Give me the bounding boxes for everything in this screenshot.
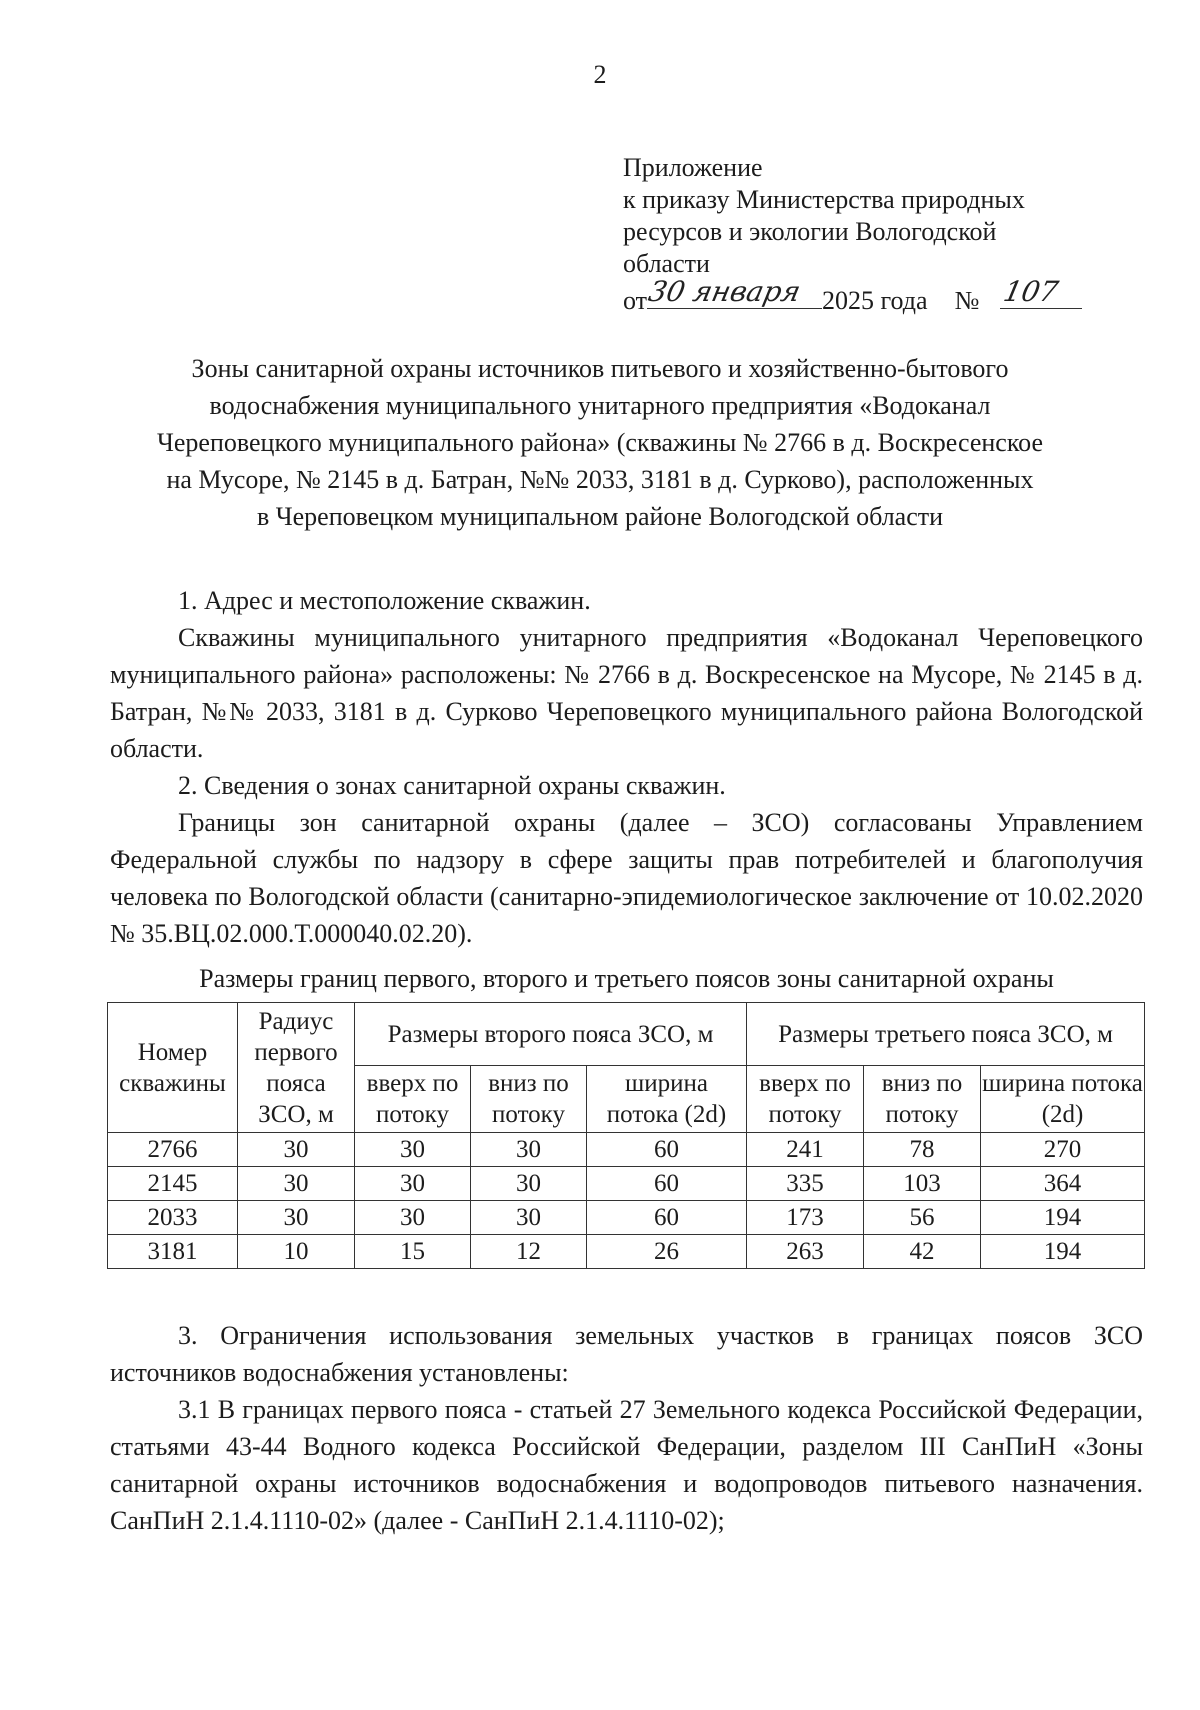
table-cell: 194: [981, 1201, 1145, 1235]
title-line: Череповецкого муниципального района» (скважины № 2766 в д. Воскресенское: [156, 428, 1043, 457]
table-cell: 10: [238, 1235, 355, 1269]
section-3: [110, 1317, 1143, 1539]
section-2-text: Границы зон санитарной охраны (далее – ЗСО) согласованы Управлением Федеральной службы по надзору в сфере защиты прав потребителей и благополучия человека по Вологодской области (санитарно-эпидемиологическое заключение от 10.02.2020 № 35.ВЦ.02.000.Т.000040.02.20).: [110, 808, 1143, 948]
header-downstream: вниз по потоку: [864, 1066, 981, 1133]
table-cell: 42: [864, 1235, 981, 1269]
number-sign: №: [954, 286, 980, 315]
table-cell: 15: [355, 1235, 471, 1269]
handwritten-number-field: [1000, 275, 1082, 309]
table-cell: 12: [471, 1235, 587, 1269]
header-third-belt: Размеры третьего пояса ЗСО, м: [747, 1003, 1145, 1066]
header-upstream: вверх по потоку: [355, 1066, 471, 1133]
header-second-belt: Размеры второго пояса ЗСО, м: [355, 1003, 747, 1066]
header-flow-width: ширина потока (2d): [587, 1066, 747, 1133]
table-cell: 60: [587, 1133, 747, 1167]
table-cell: 30: [471, 1201, 587, 1235]
header-downstream: вниз по потоку: [471, 1066, 587, 1133]
title-line: в Череповецком муниципальном районе Вологодской области: [256, 502, 944, 531]
table-cell: 3181: [108, 1235, 238, 1269]
table-cell: 270: [981, 1133, 1145, 1167]
table-cell: 30: [238, 1133, 355, 1167]
document-title: [120, 350, 1080, 535]
date-prefix: от: [623, 286, 648, 315]
table-row: [108, 1235, 1145, 1269]
title-line: Зоны санитарной охраны источников питьевого и хозяйственно-бытового: [191, 354, 1009, 383]
title-line: водоснабжения муниципального унитарного предприятия «Водоканал: [209, 391, 991, 420]
table-caption: Размеры границ первого, второго и третьего поясов зоны санитарной охраны: [199, 964, 1054, 993]
table-cell: 2033: [108, 1201, 238, 1235]
section-1-text: Скважины муниципального унитарного предприятия «Водоканал Череповецкого муниципального района» расположены: № 2766 в д. Воскресенское на Мусоре, № 2145 в д. Батран, №№ 2033, 3181 в д. Сурково Череповецкого муниципального района Вологодской области.: [110, 623, 1143, 763]
table-row: [108, 1201, 1145, 1235]
table-cell: 263: [747, 1235, 864, 1269]
table-cell: 56: [864, 1201, 981, 1235]
table-cell: 364: [981, 1167, 1145, 1201]
appendix-date-line: [623, 275, 1123, 317]
header-flow-width: ширина потока (2d): [981, 1066, 1145, 1133]
table-cell: 2145: [108, 1167, 238, 1201]
title-line: на Мусоре, № 2145 в д. Батран, №№ 2033, 3181 в д. Сурково), расположенных: [166, 465, 1034, 494]
header-well-number: Номер скважины: [108, 1003, 238, 1133]
appendix-line: области: [623, 249, 710, 278]
section-1-heading: 1. Адрес и местоположение скважин.: [178, 586, 591, 615]
handwritten-date: 30 января: [645, 275, 804, 308]
table-cell: 30: [471, 1167, 587, 1201]
appendix-line: к приказу Министерства природных: [623, 185, 1025, 214]
table-row: [108, 1167, 1145, 1201]
date-year: 2025 года: [822, 286, 928, 315]
handwritten-number: 107: [1000, 275, 1061, 308]
table-cell: 241: [747, 1133, 864, 1167]
table-cell: 60: [587, 1167, 747, 1201]
table-cell: 30: [355, 1201, 471, 1235]
table-cell: 78: [864, 1133, 981, 1167]
page-number: 2: [593, 60, 607, 89]
table-cell: 335: [747, 1167, 864, 1201]
table-cell: 2766: [108, 1133, 238, 1167]
appendix-line: ресурсов и экологии Вологодской: [623, 217, 997, 246]
table-cell: 30: [238, 1201, 355, 1235]
table-row: [108, 1133, 1145, 1167]
appendix-line: Приложение: [623, 153, 763, 182]
header-upstream: вверх по потоку: [747, 1066, 864, 1133]
section-3-heading: 3. Ограничения использования земельных участков в границах поясов ЗСО источников водоснабжения установлены:: [110, 1321, 1143, 1387]
section-2-heading: 2. Сведения о зонах санитарной охраны скважин.: [178, 771, 726, 800]
table-cell: 103: [864, 1167, 981, 1201]
zso-table: [107, 1002, 1145, 1269]
table-cell: 173: [747, 1201, 864, 1235]
section-3-1-text: 3.1 В границах первого пояса - статьей 27 Земельного кодекса Российской Федерации, статьями 43-44 Водного кодекса Российской Федерации, разделом III СанПиН «Зоны санитарной охраны источников водоснабжения и водопроводов питьевого назначения. СанПиН 2.1.4.1110-02» (далее - СанПиН 2.1.4.1110-02);: [110, 1395, 1143, 1535]
table-cell: 26: [587, 1235, 747, 1269]
table-cell: 60: [587, 1201, 747, 1235]
table-cell: 30: [355, 1167, 471, 1201]
table-cell: 30: [471, 1133, 587, 1167]
table-cell: 30: [355, 1133, 471, 1167]
header-radius: Радиус первого пояса ЗСО, м: [238, 1003, 355, 1133]
section-1-2: [110, 582, 1143, 952]
appendix-block: [623, 152, 1123, 317]
table-cell: 194: [981, 1235, 1145, 1269]
table-cell: 30: [238, 1167, 355, 1201]
handwritten-date-field: [645, 275, 822, 309]
